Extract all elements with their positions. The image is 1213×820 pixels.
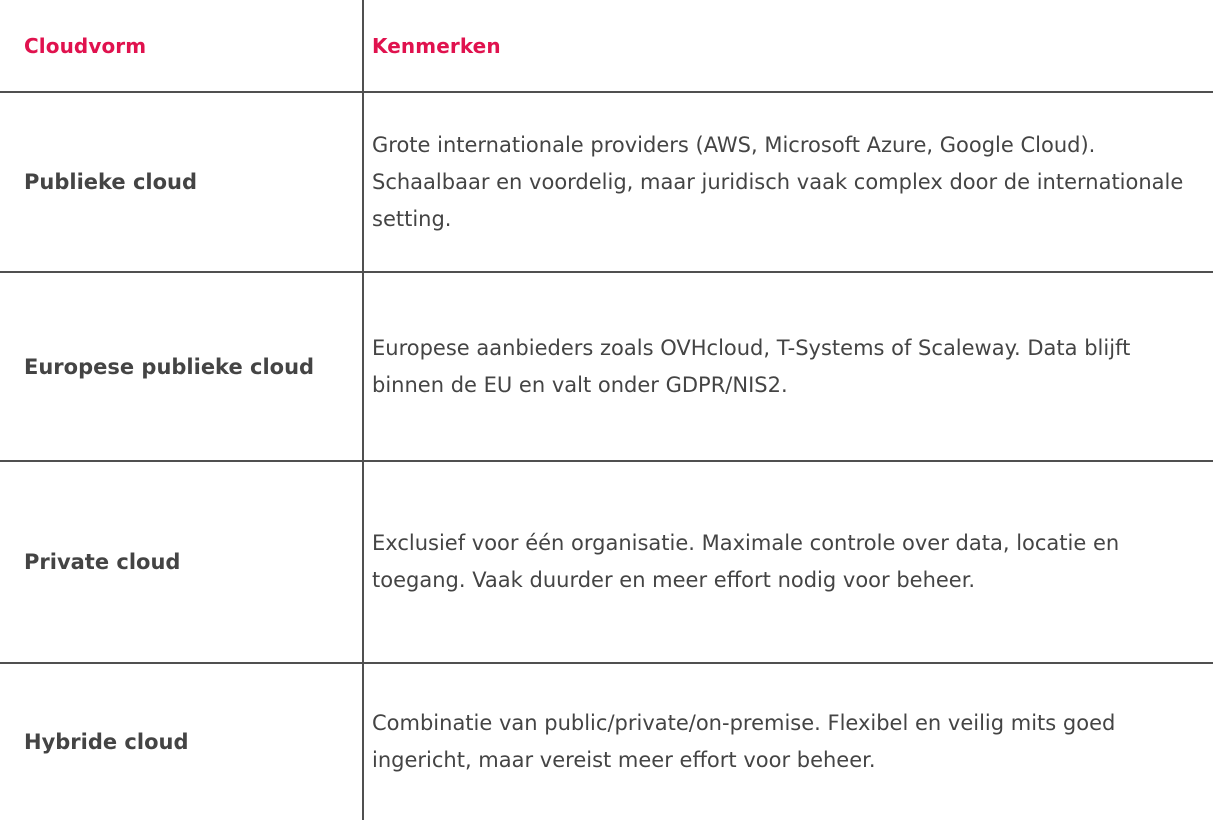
column-divider: [362, 0, 364, 820]
header-cell-kenmerken: [364, 0, 1213, 91]
cloud-type-description: Europese aanbieders zoals OVHcloud, T-Systems of Scaleway. Data blijft binnen de EU en valt onder GDPR/NIS2.: [372, 335, 1131, 397]
cloud-type-label: Private cloud: [24, 550, 181, 574]
cloud-type-description: Combinatie van public/private/on-premise. Flexibel en veilig mits goed ingericht, maar vereist meer effort voor beheer.: [372, 711, 1116, 772]
cloud-type-description: Grote internationale providers (AWS, Microsoft Azure, Google Cloud). Schaalbaar en voordelig, maar juridisch vaak complex door de internationale setting.: [372, 132, 1184, 231]
table-row: [0, 93, 1213, 273]
header-cell-cloudvorm: [0, 0, 362, 91]
table-header-row: [0, 0, 1213, 93]
row-label-cell: [0, 664, 362, 820]
header-label-kenmerken: Kenmerken: [372, 33, 501, 58]
row-description-cell: [364, 93, 1213, 271]
cloud-type-label: Hybride cloud: [24, 730, 189, 754]
table-row: [0, 273, 1213, 462]
header-label-cloudvorm: Cloudvorm: [24, 33, 147, 58]
row-description-cell: [364, 462, 1213, 662]
table-row: [0, 664, 1213, 820]
row-description-cell: [364, 273, 1213, 460]
row-label-cell: [0, 273, 362, 460]
row-label-cell: [0, 93, 362, 271]
cloud-type-label: Europese publieke cloud: [24, 354, 315, 379]
cloud-type-label: Publieke cloud: [24, 170, 198, 194]
row-label-cell: [0, 462, 362, 662]
table-row: [0, 462, 1213, 664]
cloud-type-description: Exclusief voor één organisatie. Maximale controle over data, locatie en toegang. Vaak duurder en meer effort nodig voor beheer.: [372, 531, 1120, 592]
row-description-cell: [364, 664, 1213, 820]
